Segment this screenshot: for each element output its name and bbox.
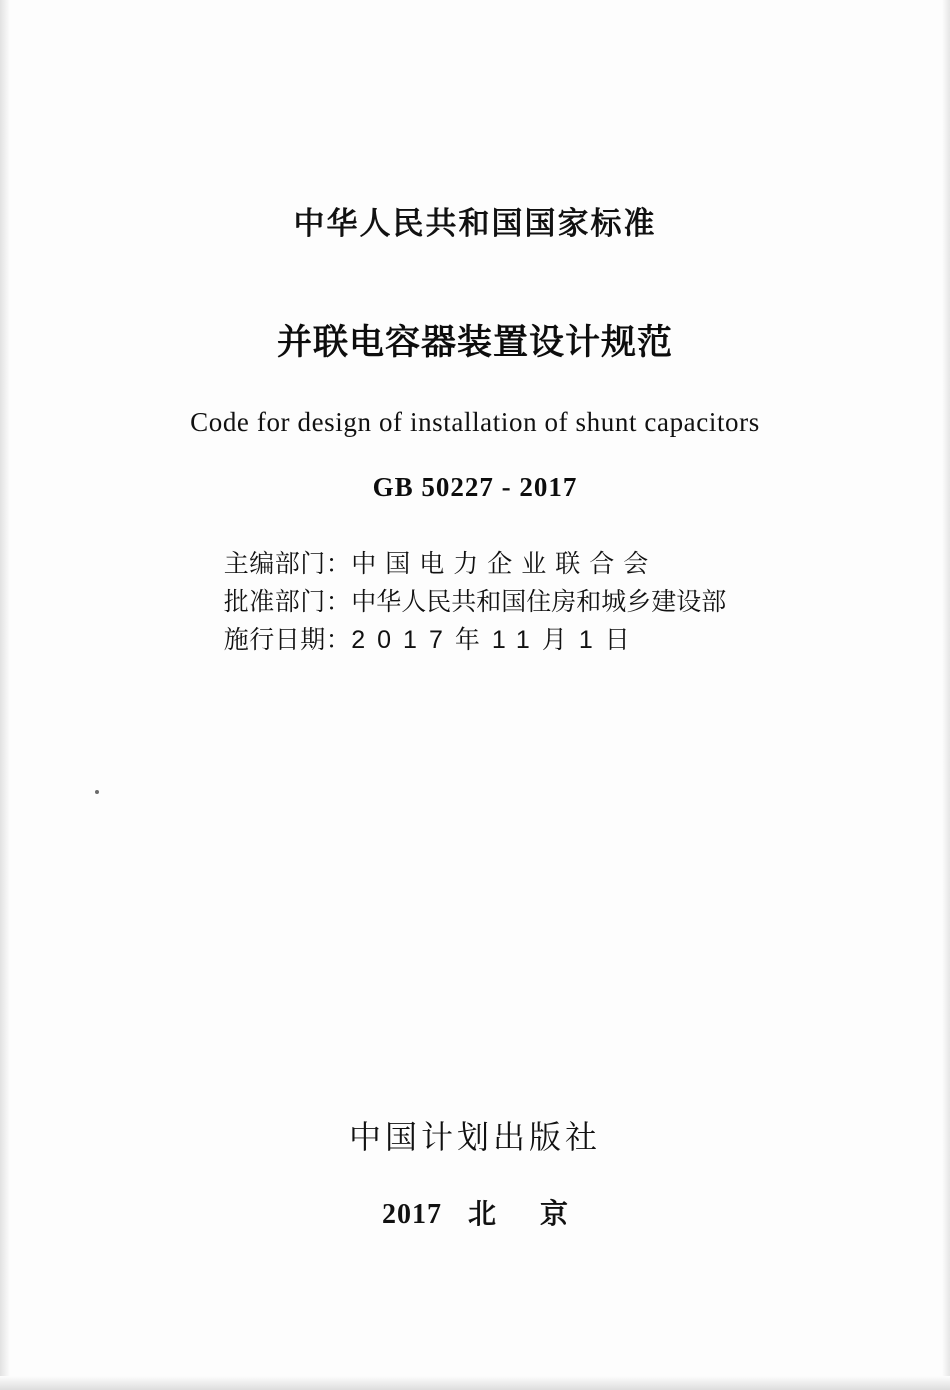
metadata-block	[224, 545, 727, 659]
metadata-label-effective-date: 施行日期：	[223, 626, 352, 654]
metadata-value-approver: 中华人民共和国住房和城乡建设部	[351, 588, 727, 616]
cover-content	[0, 0, 950, 659]
scan-artifact-dot	[95, 790, 99, 794]
publication-city-char-1: 北	[467, 1199, 496, 1230]
publisher-name: 中国计划出版社	[348, 1119, 601, 1155]
publication-year: 2017	[381, 1199, 442, 1230]
metadata-row-chief-editor	[224, 545, 727, 583]
document-title-chinese: 并联电容器装置设计规范	[276, 323, 673, 362]
metadata-value-chief-editor: 中国电力企业联合会	[351, 550, 658, 578]
page-bottom-scan-edge	[0, 1376, 950, 1390]
metadata-value-effective-date: 2017年11月1日	[351, 626, 642, 654]
national-standard-header: 中华人民共和国国家标准	[293, 206, 657, 241]
metadata-row-effective-date	[224, 621, 727, 659]
metadata-label-approver: 批准部门：	[223, 588, 352, 616]
publication-city-char-2: 京	[540, 1199, 569, 1230]
document-title-english: Code for design of installation of shunt capacitors	[190, 407, 760, 437]
metadata-label-chief-editor: 主编部门：	[223, 550, 352, 578]
standard-code: GB 50227 - 2017	[372, 472, 578, 502]
metadata-row-approver	[224, 583, 727, 621]
publication-year-city	[0, 1192, 950, 1232]
